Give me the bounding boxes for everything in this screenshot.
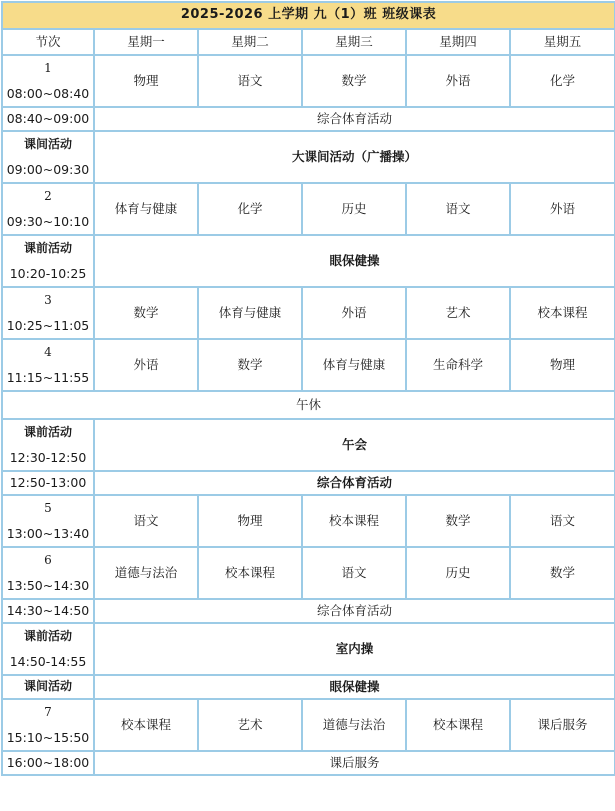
subject-cell: 语文 — [302, 547, 406, 599]
subject-cell: 体育与健康 — [94, 183, 198, 235]
header-thursday: 星期四 — [406, 29, 510, 55]
timetable-row — [2, 599, 615, 623]
period-cell — [2, 183, 94, 235]
activity-time: 10:20-10:25 — [9, 266, 87, 281]
time-cell: 08:40~09:00 — [2, 107, 94, 131]
timetable-row — [2, 339, 615, 391]
subject-cell: 校本课程 — [406, 699, 510, 751]
time-cell: 16:00~18:00 — [2, 751, 94, 775]
timetable-row — [2, 699, 615, 751]
timetable-row — [2, 287, 615, 339]
subject-cell: 语文 — [510, 495, 615, 547]
subject-cell: 数学 — [510, 547, 615, 599]
timetable — [1, 1, 615, 776]
subject-cell: 数学 — [198, 339, 302, 391]
subject-cell: 课后服务 — [510, 699, 615, 751]
period-cell — [2, 547, 94, 599]
activity-band: 室内操 — [94, 623, 615, 675]
activity-cell — [2, 623, 94, 675]
activity-band: 大课间活动（广播操） — [94, 131, 615, 183]
activity-band: 眼保健操 — [94, 675, 615, 699]
activity-time: 09:00~09:30 — [6, 162, 90, 177]
header-tuesday: 星期二 — [198, 29, 302, 55]
activity-time: 14:50-14:55 — [9, 654, 87, 669]
period-time: 13:00~13:40 — [6, 526, 90, 541]
period-time: 15:10~15:50 — [6, 730, 90, 745]
subject-cell: 历史 — [302, 183, 406, 235]
subject-cell: 艺术 — [198, 699, 302, 751]
subject-cell: 语文 — [406, 183, 510, 235]
subject-cell: 化学 — [198, 183, 302, 235]
subject-cell: 物理 — [198, 495, 302, 547]
subject-cell: 外语 — [406, 55, 510, 107]
subject-cell: 数学 — [302, 55, 406, 107]
activity-band: 眼保健操 — [94, 235, 615, 287]
timetable-row — [2, 495, 615, 547]
period-number: 3 — [44, 293, 52, 307]
subject-cell: 道德与法治 — [94, 547, 198, 599]
subject-cell: 外语 — [94, 339, 198, 391]
period-time: 11:15~11:55 — [6, 370, 90, 385]
subject-cell: 物理 — [94, 55, 198, 107]
timetable-row — [2, 751, 615, 775]
activity-label: 课前活动 — [23, 629, 72, 643]
subject-cell: 数学 — [406, 495, 510, 547]
period-time: 09:30~10:10 — [6, 214, 90, 229]
activity-label: 课间活动 — [23, 137, 72, 151]
period-cell — [2, 699, 94, 751]
subject-cell: 体育与健康 — [302, 339, 406, 391]
timetable-row — [2, 419, 615, 471]
subject-cell: 校本课程 — [198, 547, 302, 599]
subject-cell: 生命科学 — [406, 339, 510, 391]
timetable-title: 2025-2026 上学期 九（1）班 班级课表 — [2, 2, 615, 29]
timetable-row — [2, 183, 615, 235]
subject-cell: 语文 — [198, 55, 302, 107]
activity-label: 课前活动 — [23, 425, 72, 439]
time-cell: 12:50-13:00 — [2, 471, 94, 495]
activity-label: 课前活动 — [23, 241, 72, 255]
activity-band: 综合体育活动 — [94, 471, 615, 495]
subject-cell: 语文 — [94, 495, 198, 547]
subject-cell: 物理 — [510, 339, 615, 391]
activity-band: 综合体育活动 — [94, 599, 615, 623]
timetable-row — [2, 55, 615, 107]
period-number: 6 — [44, 553, 52, 567]
activity-cell — [2, 131, 94, 183]
subject-cell: 外语 — [302, 287, 406, 339]
header-wednesday: 星期三 — [302, 29, 406, 55]
subject-cell: 化学 — [510, 55, 615, 107]
activity-band: 综合体育活动 — [94, 107, 615, 131]
header-friday: 星期五 — [510, 29, 615, 55]
activity-cell — [2, 235, 94, 287]
timetable-row — [2, 623, 615, 675]
subject-cell: 数学 — [94, 287, 198, 339]
period-time: 08:00~08:40 — [6, 86, 90, 101]
activity-time: 12:30-12:50 — [9, 450, 87, 465]
subject-cell: 校本课程 — [510, 287, 615, 339]
subject-cell: 艺术 — [406, 287, 510, 339]
activity-label: 课间活动 — [2, 675, 94, 699]
period-cell — [2, 339, 94, 391]
subject-cell: 体育与健康 — [198, 287, 302, 339]
timetable-row — [2, 471, 615, 495]
period-number: 7 — [44, 705, 52, 719]
period-number: 5 — [44, 501, 52, 515]
timetable-row — [2, 107, 615, 131]
period-number: 4 — [44, 345, 52, 359]
period-cell — [2, 55, 94, 107]
timetable-row — [2, 131, 615, 183]
subject-cell: 道德与法治 — [302, 699, 406, 751]
timetable-row — [2, 547, 615, 599]
timetable-row — [2, 235, 615, 287]
period-number: 2 — [44, 189, 52, 203]
subject-cell: 外语 — [510, 183, 615, 235]
period-cell — [2, 495, 94, 547]
period-number: 1 — [44, 61, 52, 75]
header-monday: 星期一 — [94, 29, 198, 55]
timetable-row — [2, 675, 615, 699]
period-time: 10:25~11:05 — [6, 318, 90, 333]
period-cell — [2, 287, 94, 339]
timetable-row — [2, 391, 615, 419]
activity-band: 午会 — [94, 419, 615, 471]
subject-cell: 历史 — [406, 547, 510, 599]
subject-cell: 校本课程 — [94, 699, 198, 751]
header-period: 节次 — [2, 29, 94, 55]
activity-cell — [2, 419, 94, 471]
lunch-break-band: 午休 — [2, 391, 615, 419]
subject-cell: 校本课程 — [302, 495, 406, 547]
period-time: 13:50~14:30 — [6, 578, 90, 593]
time-cell: 14:30~14:50 — [2, 599, 94, 623]
activity-band: 课后服务 — [94, 751, 615, 775]
